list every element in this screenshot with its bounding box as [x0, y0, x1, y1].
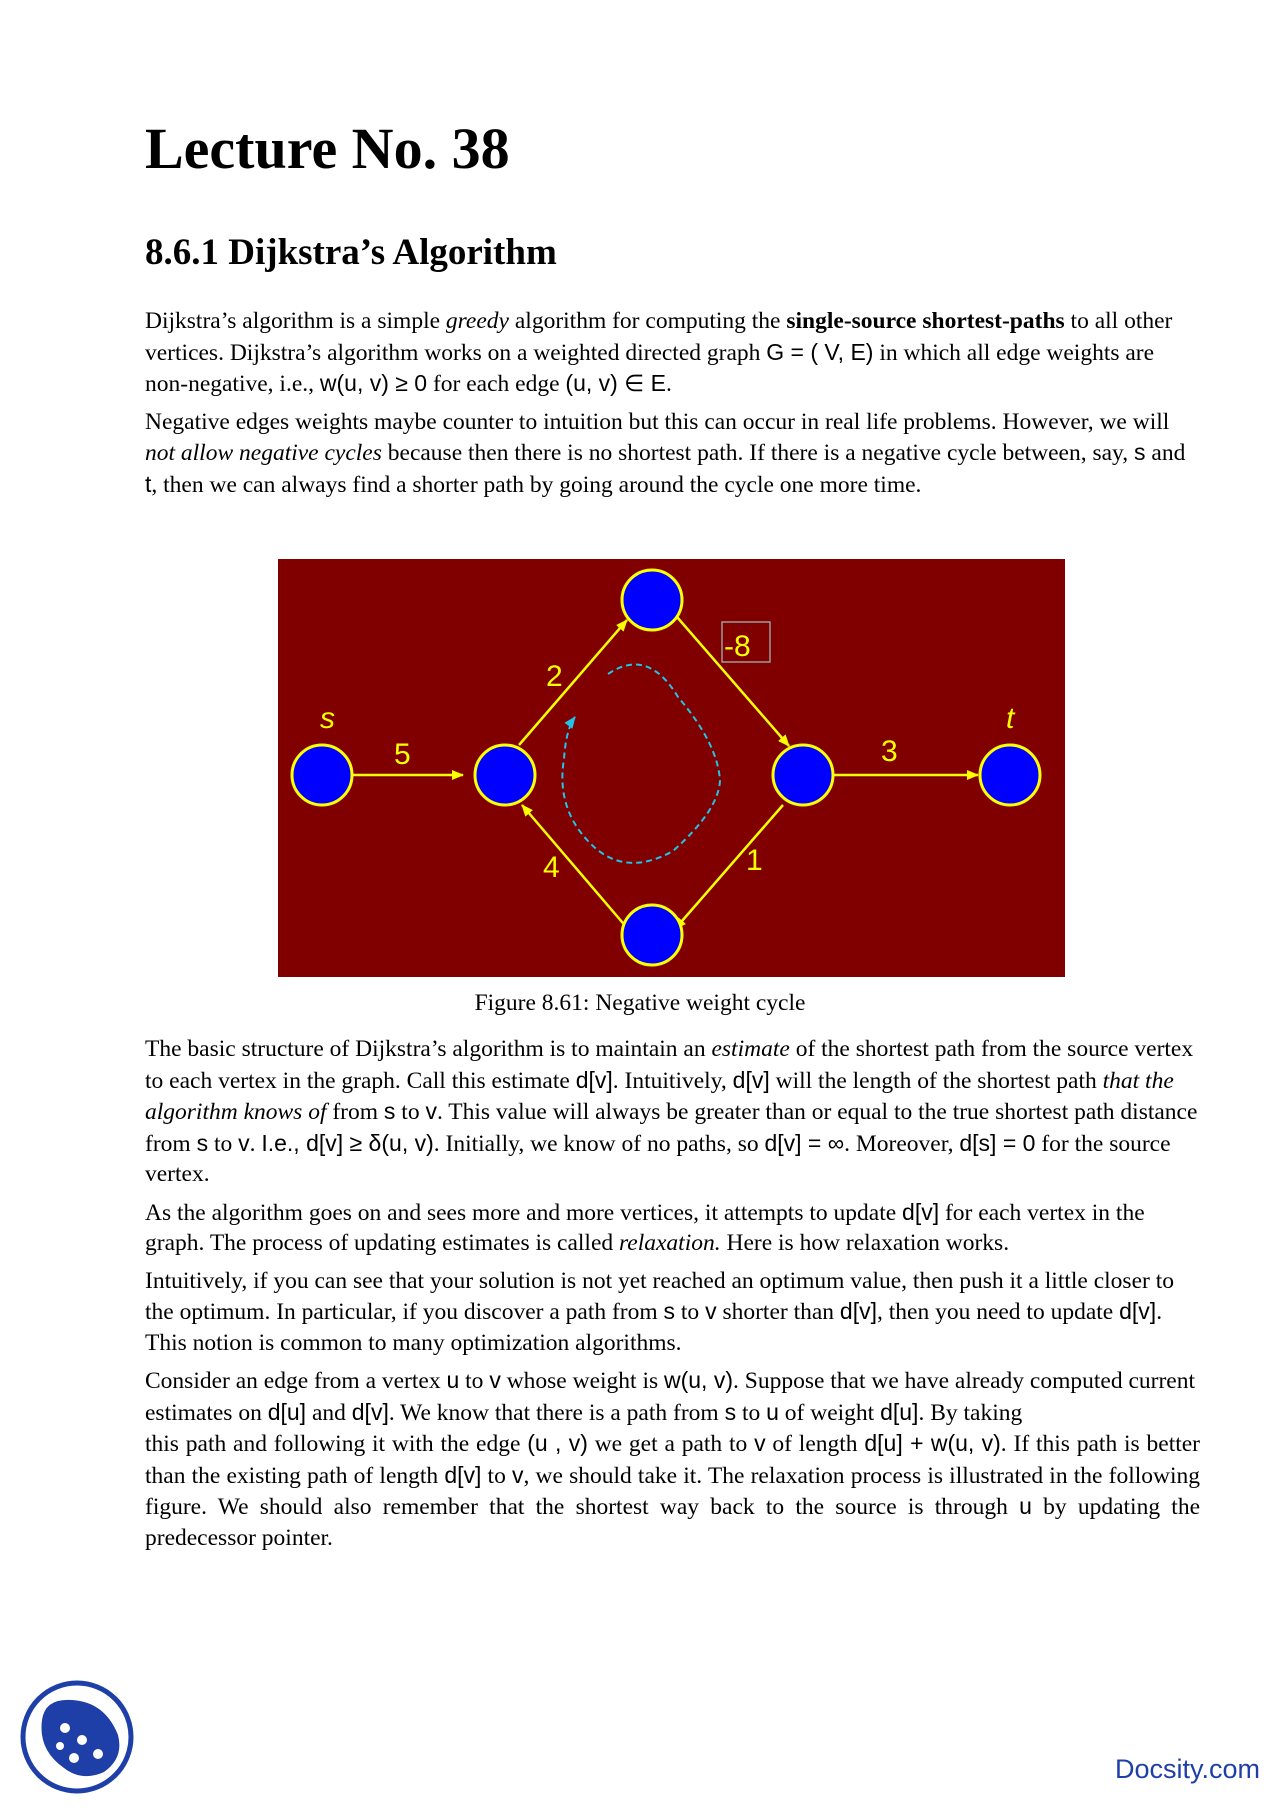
node-t	[980, 745, 1040, 805]
paragraph-estimate: The basic structure of Dijkstra’s algorithm is to maintain an estimate of the shortest path from the source vertex to each vertex in the graph. Call this estimate d[v]. Intuitively, d[v] will the length of the shortest path that the algorithm knows of from s to v. This value will always be greater than or equal to the true shortest path distance from s to v. I.e., d[v] ≥ δ(u, v). Initially, we know of no paths, so d[v] = ∞. Moreover, d[s] = 0 for the source vertex.	[145, 1036, 1198, 1187]
main-text	[145, 1034, 1200, 1560]
edge-right-bottom	[675, 805, 783, 929]
lecture-title: Lecture No. 38	[145, 116, 510, 181]
label-s: s	[320, 702, 335, 735]
node-top	[622, 570, 682, 630]
weight-a-top: 2	[546, 660, 563, 693]
negative-cycle-figure	[278, 559, 1065, 977]
paragraph-edge: Consider an edge from a vertex u to v whose weight is w(u, v). Suppose that we have already computed current estimates on d[u] and d[v]. We know that there is a path from s to u of weight d[u]. By taking	[145, 1367, 1196, 1426]
paragraph-relaxation: As the algorithm goes on and sees more and more vertices, it attempts to update d[v] for each vertex in the graph. The process of updating estimates is called relaxation. Here is how relaxation works.	[145, 1198, 1145, 1256]
node-s	[292, 745, 352, 805]
docsity-logo-icon	[20, 1680, 135, 1795]
weight-top-right: -8	[724, 630, 751, 663]
paragraph-path: this path and following it with the edge (u , v) we get a path to v of length d[u] + w(u, v). If this path is better than the existing path of length d[v] to v, we should take it. The relaxation process is illustrated in the following figure. We should also remember that the shortest way back to the source is through u by updating the predecessor pointer.	[145, 1430, 1201, 1551]
node-a	[475, 745, 535, 805]
intro-text	[145, 306, 1200, 507]
paragraph-intuition: Intuitively, if you can see that your solution is not yet reached an optimum value, then push it a little closer to the optimum. In particular, if you discover a path from s to v shorter than d[v], then you need to update d[v]. This notion is common to many optimization algorithms.	[145, 1267, 1174, 1356]
label-t: t	[1006, 702, 1015, 735]
docsity-brand: Docsity.com	[1114, 1754, 1260, 1784]
node-bottom	[622, 905, 682, 965]
graph-diagram	[278, 559, 1065, 977]
node-right	[773, 745, 833, 805]
figure-caption: Figure 8.61: Negative weight cycle	[474, 990, 806, 1016]
edge-a-top	[519, 620, 627, 745]
weight-s-a: 5	[394, 738, 411, 771]
weight-bottom-a: 4	[543, 851, 560, 884]
section-title: 8.6.1 Dijkstra’s Algorithm	[145, 232, 557, 273]
paragraph-definition: Dijkstra’s algorithm is a simple greedy algorithm for computing the single-source shortest-paths to all other vertices. Dijkstra’s algorithm works on a weighted directed graph G = ( V, E) in which all edge weights are non-negative, i.e., w(u, v) ≥ 0 for each edge (u, v) ∈ E.	[145, 308, 1173, 397]
cycle-arrow	[562, 665, 720, 863]
weight-right-t: 3	[881, 735, 898, 768]
weight-right-bottom: 1	[746, 844, 763, 877]
paragraph-negative-edges: Negative edges weights maybe counter to intuition but this can occur in real life problems. However, we will not allow negative cycles because then there is no shortest path. If there is a negative cycle between, say, s and t, then we can always find a shorter path by going around the cycle one more time.	[145, 408, 1186, 498]
